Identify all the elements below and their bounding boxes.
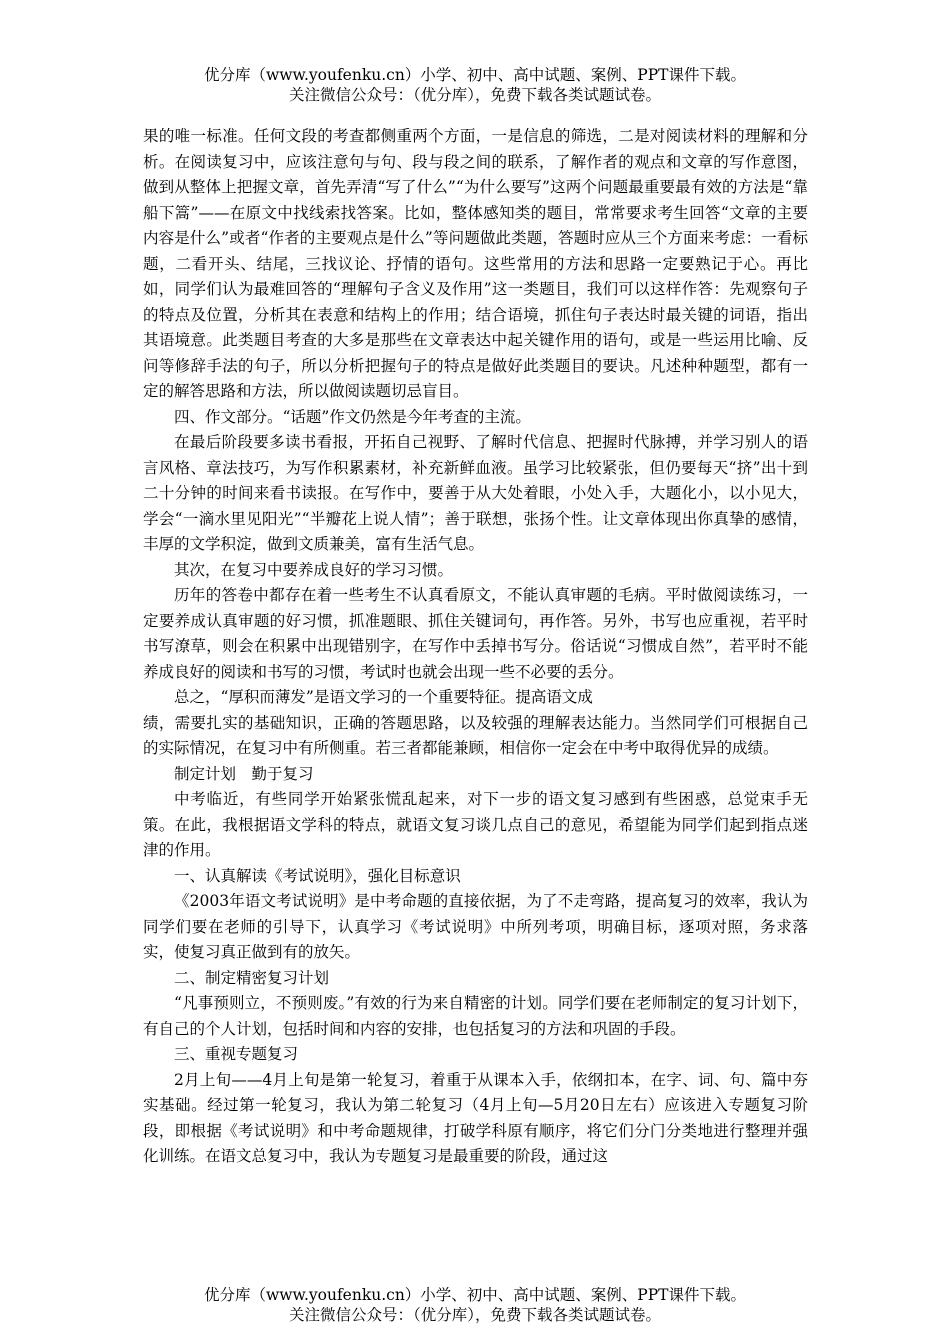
paragraph: 其次，在复习中要养成良好的学习习惯。: [174, 560, 454, 579]
section-heading: 一、认真解读《考试说明》，强化目标意识: [174, 866, 461, 885]
paragraph: “凡事预则立，不预则废。”有效的行为来自精密的计划。同学们要在老师制定的复习计划下，有自己的个人计划，包括时间和内容的安排，也包括复习的方法和巩固的手段。: [143, 994, 808, 1038]
header-line-2: 关注微信公众号：（优分库），免费下载各类试题试卷。: [288, 86, 661, 104]
document-body: [143, 124, 808, 1170]
paragraph: 《2003年语文考试说明》是中考命题的直接依据，为了不走弯路，提高复习的效率，我认为同学们要在老师的引导下，认真学习《考试说明》中所列考项，明确目标，逐项对照，务求落实，使复习真正做到有的放矢。: [143, 892, 808, 961]
section-title: 制定计划 勤于复习: [174, 764, 314, 783]
paragraph: 果的唯一标准。任何文段的考查都侧重两个方面，一是信息的筛选，二是对阅读材料的理解和分析。在阅读复习中，应该注意句与句、段与段之间的联系，了解作者的观点和文章的写作意图，做到从整体上把握文章，首先弄清“写了什么”“为什么要写”这两个问题最重要最有效的方法是“靠船下篙”——在原文中找线索找答案。比如，整体感知类的题目，常常要求考生回答“文章的主要内容是什么”或者“作者的主要观点是什么”等问题做此类题，答题时应从三个方面来考虑：一看标题，二看开头、结尾，三找议论、抒情的语句。这些常用的方法和思路一定要熟记于心。再比如，同学们认为最难回答的“理解句子含义及作用”这一类题目，我们可以这样作答：先观察句子的特点及位置，分析其在表意和结构上的作用；结合语境，抓住句子表达时最关键的词语，指出其语境意。此类题目考查的大多是那些在文章表达中起关键作用的语句，或是一些运用比喻、反问等修辞手法的句子，所以分析把握句子的特点是做好此类题目的要诀。凡述种种题型，都有一定的解答思路和方法，所以做阅读题切忌盲目。: [143, 127, 808, 400]
header-line-1: 优分库（www.youfenku.cn）小学、初中、高中试题、案例、PPT课件下载。: [203, 66, 747, 84]
paragraph: 历年的答卷中都存在着一些考生不认真看原文，不能认真审题的毛病。平时做阅读练习，一定要养成认真审题的好习惯，抓准题眼、抓住关键词句，再作答。另外，书写也应重视，若平时书写潦草，则会在积累中出现错别字，在写作中丢掉书写分。俗话说“习惯成自然”，若平时不能养成良好的阅读和书写的习惯，考试时也就会出现一些不必要的丢分。: [143, 586, 808, 681]
footer-line-2: 关注微信公众号：（优分库），免费下载各类试题试卷。: [288, 1306, 661, 1324]
section-heading: 三、重视专题复习: [174, 1045, 299, 1063]
section-heading: 四、作文部分。“话题”作文仍然是今年考查的主流。: [174, 407, 531, 426]
footer-line-1: 优分库（www.youfenku.cn）小学、初中、高中试题、案例、PPT课件下载。: [203, 1286, 747, 1304]
paragraph: 绩，需要扎实的基础知识，正确的答题思路，以及较强的理解表达能力。当然同学们可根据自己的实际情况，在复习中有所侧重。若三者都能兼顾，相信你一定会在中考中取得优异的成绩。: [143, 713, 808, 757]
paragraph: 中考临近，有些同学开始紧张慌乱起来，对下一步的语文复习感到有些困惑，总觉束手无策。在此，我根据语文学科的特点，就语文复习谈几点自己的意见，希望能为同学们起到指点迷津的作用。: [143, 790, 808, 859]
page-footer: [0, 1285, 950, 1325]
paragraph: 总之，“厚积而薄发”是语文学习的一个重要特征。提高语文成: [174, 688, 593, 706]
page-header: [0, 65, 950, 105]
paragraph: 2月上旬——4月上旬是第一轮复习，着重于从课本入手，依纲扣本，在字、词、句、篇中夯实基础。经过第一轮复习，我认为第二轮复习（4月上旬—5月20日左右）应该进入专题复习阶段，即根据《考试说明》和中考命题规律，打破学科原有顺序，将它们分门分类地进行整理并强化训练。在语文总复习中，我认为专题复习是最重要的阶段，通过这: [143, 1070, 808, 1165]
paragraph: 在最后阶段要多读书看报，开拓自己视野、了解时代信息、把握时代脉搏，并学习别人的语言风格、章法技巧，为写作积累素材，补充新鲜血液。虽学习比较紧张，但仍要每天“挤”出十到二十分钟的时间来看书读报。在写作中，要善于从大处着眼，小处入手，大题化小，以小见大，学会“一滴水里见阳光”“半瓣花上说人情”；善于联想，张扬个性。让文章体现出你真挚的感情，丰厚的文学积淀，做到文质兼美，富有生活气息。: [143, 433, 808, 553]
section-heading: 二、制定精密复习计划: [174, 968, 330, 987]
